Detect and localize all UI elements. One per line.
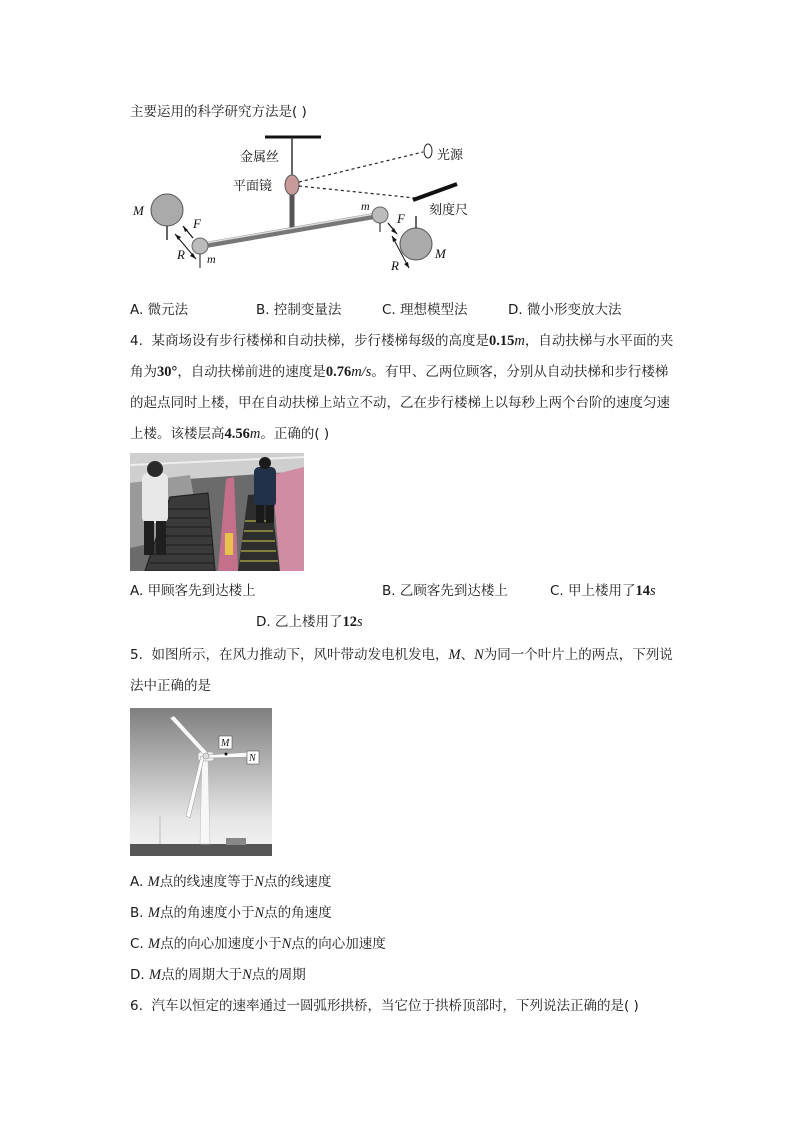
q4-number: 4. [130,333,143,349]
label-M-right: M [435,246,446,261]
q6-line-1: 6. 汽车以恒定的速率通过一圆弧形拱桥，当它位于拱桥顶部时，下列说法正确的是( ) [130,998,639,1014]
label-m-left: m [207,252,216,266]
q6-number: 6. [130,998,143,1014]
escalator-photo [130,453,304,571]
label-m-right: m [361,199,370,213]
q5-line-2: 法中正确的是 [130,678,211,694]
turbine-label-M: M [221,738,230,749]
label-mirror: 平面镜 [233,179,273,194]
q3-option-b[interactable]: B. 控制变量法 [256,302,342,318]
q4-option-a[interactable]: A. 甲顾客先到达楼上 [130,583,256,599]
torsion-balance-figure [125,128,485,288]
label-wire: 金属丝 [240,150,280,165]
q3-option-c[interactable]: C. 理想模型法 [382,302,468,318]
label-R-left: R [177,247,185,262]
q5-line-1: 5. 如图所示，在风力推动下，风叶带动发电机发电，M、N为同一个叶片上的两点，下列说 [130,647,673,663]
q4-line-4: 上楼。该楼层高4.56m。正确的( ) [130,426,330,442]
q5-option-a[interactable]: A. M点的线速度等于N点的线速度 [130,874,332,890]
label-R-right: R [391,258,399,273]
q4-option-c[interactable]: C. 甲上楼用了14s [550,583,656,599]
label-M-left: M [133,203,144,218]
q3-option-a[interactable]: A. 微元法 [130,302,189,318]
turbine-label-N: N [249,753,256,764]
q4-line-2: 角为30°，自动扶梯前进的速度是0.76m/s。有甲、乙两位顾客，分别从自动扶梯和步行楼梯 [130,364,669,380]
wind-turbine-photo [130,708,272,856]
q3-stem-tail: 主要运用的科学研究方法是( ) [130,104,307,120]
q4-option-d[interactable]: D. 乙上楼用了12s [256,614,363,630]
q5-option-b[interactable]: B. M点的角速度小于N点的角速度 [130,905,332,921]
q4-option-b[interactable]: B. 乙顾客先到达楼上 [382,583,508,599]
label-light: 光源 [437,148,464,163]
label-F-left: F [193,216,201,231]
q4-line-3: 的起点同时上楼，甲在自动扶梯上站立不动，乙在步行楼梯上以每秒上两个台阶的速度匀速 [130,395,670,411]
q5-option-d[interactable]: D. M点的周期大于N点的周期 [130,967,306,983]
label-F-right: F [397,211,405,226]
q3-option-d[interactable]: D. 微小形变放大法 [508,302,622,318]
label-ruler: 刻度尺 [429,203,469,218]
q4-line-1: 4. 某商场设有步行楼梯和自动扶梯，步行楼梯每级的高度是0.15m，自动扶梯与水平面的夹 [130,333,674,349]
q5-option-c[interactable]: C. M点的向心加速度小于N点的向心加速度 [130,936,386,952]
q5-number: 5. [130,647,143,663]
